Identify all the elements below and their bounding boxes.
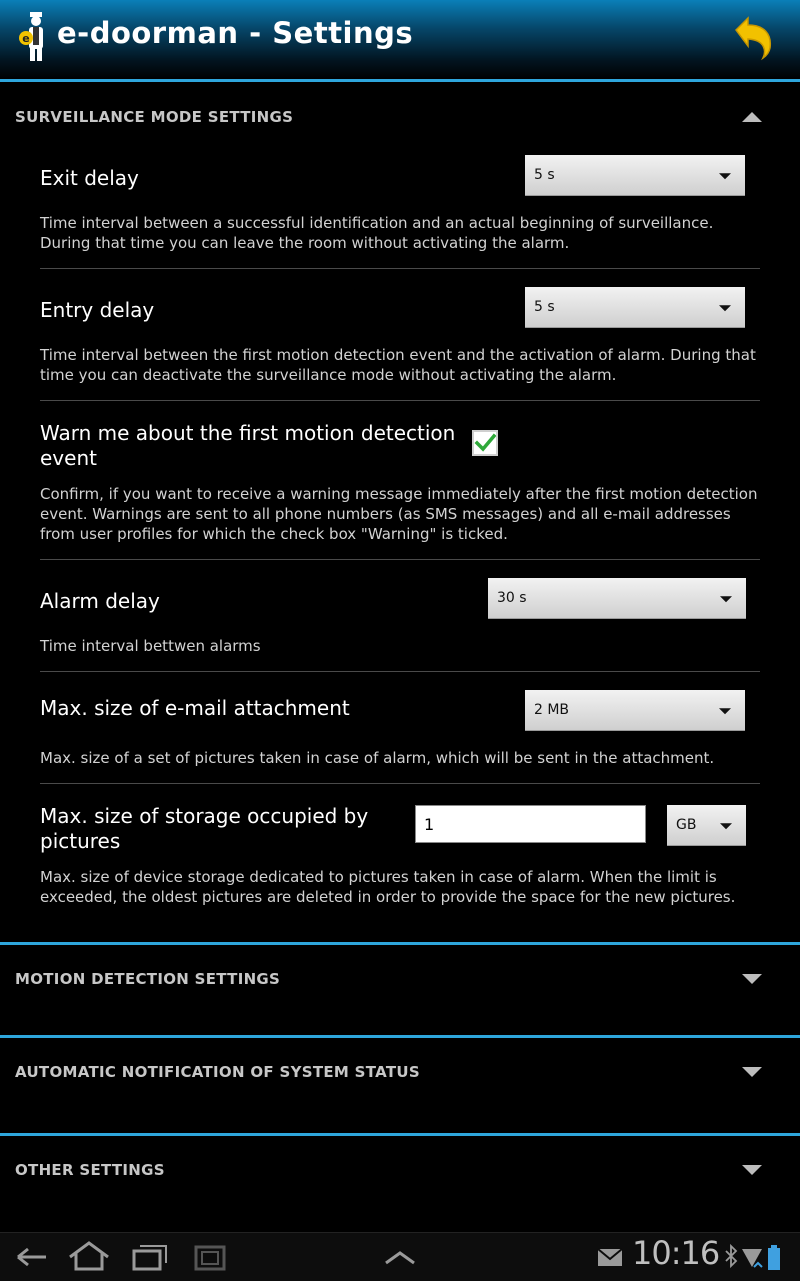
bluetooth-icon [724, 1237, 738, 1277]
home-icon[interactable] [66, 1237, 112, 1277]
alarm-delay-dropdown[interactable] [488, 578, 746, 619]
undo-arrow-icon[interactable] [728, 12, 778, 62]
section-surveillance-mode[interactable] [0, 82, 800, 152]
section-title: MOTION DETECTION SETTINGS [15, 970, 281, 988]
chevron-down-icon [719, 305, 731, 311]
max-storage-label: Max. size of storage occupied by pictures [40, 804, 369, 853]
warn-first-motion-description: Confirm, if you want to receive a warning message immediately after the first motion detection event. Warnings are sent to all phone numbers (as SMS messages) and all e-mail addresses from user profiles for which the check box "Warning" is ticked. [40, 485, 758, 543]
wifi-icon [740, 1237, 764, 1277]
section-title: OTHER SETTINGS [15, 1161, 165, 1179]
section-motion-detection[interactable] [0, 944, 800, 1014]
max-attachment-dropdown[interactable] [525, 690, 745, 731]
chevron-down-icon [719, 173, 731, 179]
page-title: e-doorman - Settings [57, 16, 414, 50]
back-icon[interactable] [12, 1237, 52, 1277]
svg-text:e: e [22, 32, 30, 45]
max-attachment-description: Max. size of a set of pictures taken in case of alarm, which will be sent in the attachment. [40, 749, 715, 767]
divider [40, 559, 760, 560]
battery-icon [766, 1237, 782, 1277]
alarm-delay-value: 30 s [497, 590, 527, 606]
max-storage-description: Max. size of device storage dedicated to pictures taken in case of alarm. When the limit is exceeded, the oldest pictures are deleted in order to provide the space for the new pictures. [40, 868, 736, 906]
entry-delay-dropdown[interactable] [525, 287, 745, 328]
entry-delay-label: Entry delay [40, 298, 155, 322]
doorman-logo-icon [18, 10, 54, 62]
exit-delay-dropdown[interactable] [525, 155, 745, 196]
divider [40, 671, 760, 672]
screenshot-icon[interactable] [190, 1237, 230, 1277]
app-header [0, 0, 800, 80]
status-clock: 10:16 [632, 1234, 720, 1272]
exit-delay-label: Exit delay [40, 166, 139, 190]
max-attachment-value: 2 MB [534, 702, 570, 718]
exit-delay-value: 5 s [534, 167, 555, 183]
chevron-down-icon [742, 974, 762, 984]
warn-first-motion-checkbox[interactable] [472, 430, 498, 456]
storage-unit-dropdown[interactable] [667, 805, 746, 846]
storage-unit-value: GB [676, 817, 697, 833]
chevron-down-icon [719, 708, 731, 714]
chevron-down-icon [742, 1165, 762, 1175]
chevron-down-icon [720, 596, 732, 602]
entry-delay-value: 5 s [534, 299, 555, 315]
max-attachment-label: Max. size of e-mail attachment [40, 696, 350, 720]
divider [40, 783, 760, 784]
section-title: SURVEILLANCE MODE SETTINGS [15, 108, 294, 126]
section-title: AUTOMATIC NOTIFICATION OF SYSTEM STATUS [15, 1063, 421, 1081]
warn-first-motion-label: Warn me about the first motion detection event [40, 421, 456, 470]
gmail-icon [596, 1237, 624, 1277]
max-storage-input[interactable]: 1 [415, 805, 646, 843]
chevron-up-icon [742, 112, 762, 122]
divider [40, 400, 760, 401]
alarm-delay-label: Alarm delay [40, 589, 160, 613]
chevron-down-icon [742, 1067, 762, 1077]
chevron-down-icon [720, 823, 732, 829]
exit-delay-description: Time interval between a successful identification and an actual beginning of surveillance. During that time you can leave the room without activating the alarm. [40, 214, 714, 252]
divider [40, 268, 760, 269]
checkmark-icon [474, 432, 496, 454]
section-automatic-notification[interactable] [0, 1037, 800, 1107]
recent-apps-icon[interactable] [130, 1237, 172, 1277]
entry-delay-description: Time interval between the first motion detection event and the activation of alarm. During that time you can deactivate the surveillance mode without activating the alarm. [40, 346, 756, 384]
alarm-delay-description: Time interval bettwen alarms [40, 637, 261, 655]
up-chevron-icon[interactable] [380, 1237, 420, 1277]
section-other-settings[interactable] [0, 1135, 800, 1205]
